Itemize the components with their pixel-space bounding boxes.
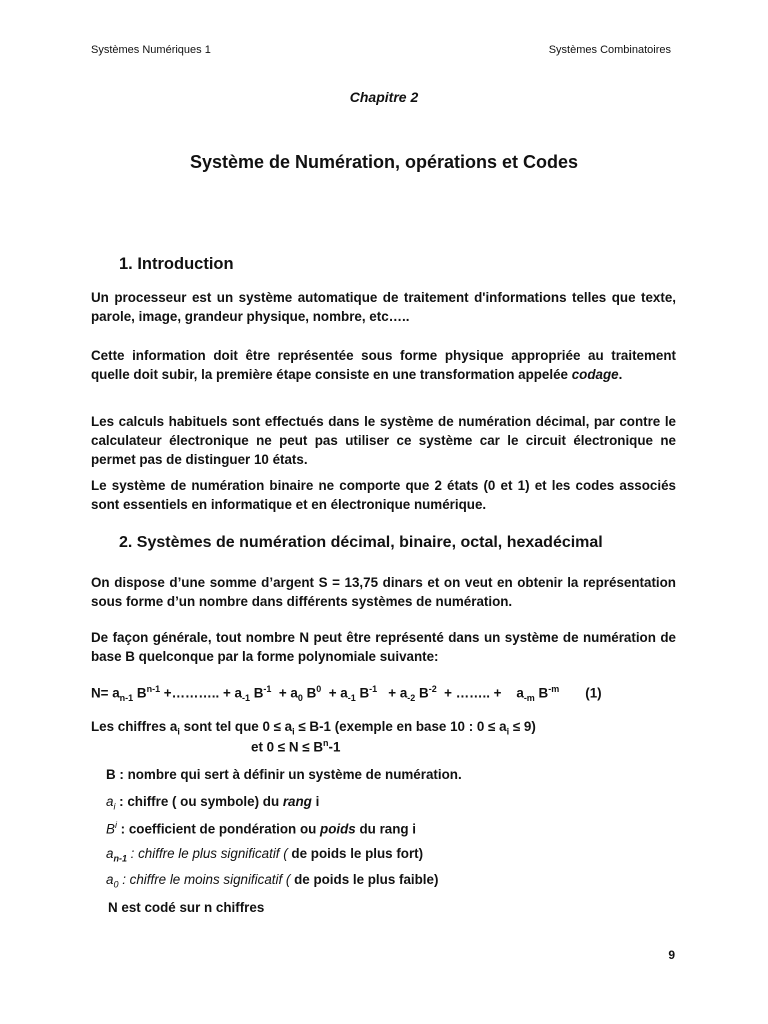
polynomial-formula: $N= a_{n-1}$ $B^{n-1}$ +……….. + $a_{-1}$ $B^{-1} + a_0$ $B^0 + a_{-1}$ $B^{-1} + a_{-2}$ $B^{-2}$ + …….. + $a_{-m}$ $B^{-m}$ (1) (91, 684, 602, 704)
section-2-paragraph-2: De façon générale, tout nombre N peut être représenté dans un système de numération de base B quelconque par la forme polynomiale suivante: (91, 630, 676, 664)
definition-n-digits: N est codé sur n chiffres (108, 900, 265, 915)
header-left: Systèmes Numériques 1 (91, 44, 211, 56)
section-1-paragraph-2: Cette information doit être représentée sous forme physique appropriée au traitement quelle doit subir, la première étape consiste en une transformation appelée codage. (91, 348, 676, 382)
section-1-paragraph-1: Un processeur est un système automatique de traitement d'informations telles que texte, parole, image, grandeur physique, nombre, etc….. (91, 290, 676, 324)
constraint-line-1: Les chiffres $a_i$ sont tel que $0 \le a_i \le B-1$ (exemple en base 10 : $0 \le a_i \le 9$) (91, 719, 536, 737)
section-1-paragraph-4: Le système de numération binaire ne comporte que 2 états (0 et 1) et les codes associés sont essentiels en informatique et en électronique numérique. (91, 478, 676, 512)
definition-base: B : nombre qui sert à définir un système de numération. (106, 767, 462, 782)
definition-msb: $a_{n-1}$ : chiffre le plus significatif ( de poids le plus fort) (106, 846, 424, 864)
definition-weight: $B^i$ : coefficient de pondération ou poids du rang i (106, 820, 417, 837)
page-title: Système de Numération, opérations et Codes (189, 152, 579, 172)
section-2-paragraph-1: On dispose d’une somme d’argent S = 13,75 dinars et on veut en obtenir la représentation sous forme d’un nombre dans différents systèmes de numération. (91, 575, 676, 609)
section-1-paragraph-3: Les calculs habituels sont effectués dans le système de numération décimal, par contre le calculateur électronique ne peut pas utiliser ce système car le circuit électronique ne permet pas de distinguer 10 états. (91, 414, 676, 467)
section-1-heading: 1. Introduction (119, 255, 234, 273)
definition-lsb: $a_0$ : chiffre le moins significatif ( de poids le plus faible) (106, 872, 439, 890)
definition-digit: $a_i$ : chiffre ( ou symbole) du rang i (106, 794, 320, 812)
chapter-label: Chapitre 2 (349, 89, 419, 105)
header-right: Systèmes Combinatoires (548, 44, 671, 56)
constraint-line-2: et $0 \le N \le B^n-1$ (251, 738, 341, 755)
section-2-heading: 2. Systèmes de numération décimal, binaire, octal, hexadécimal (119, 534, 603, 551)
page-number: 9 (668, 948, 675, 962)
